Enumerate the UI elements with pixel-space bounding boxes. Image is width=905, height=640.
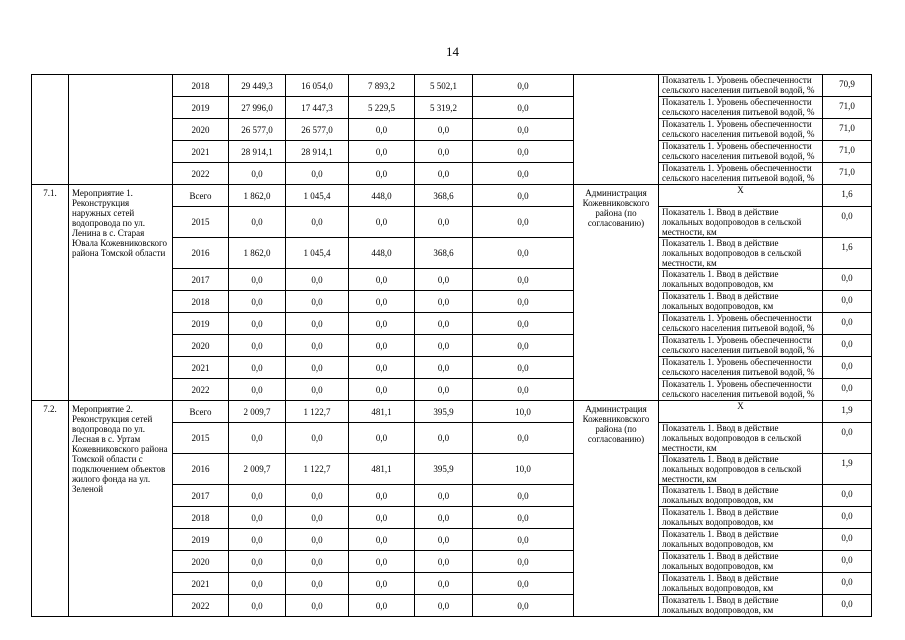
regional-cell: 481,1 (349, 401, 415, 423)
local-cell: 0,0 (415, 485, 473, 507)
total-cell: 2 009,7 (229, 401, 286, 423)
local-cell: 0,0 (415, 119, 473, 141)
year-cell: 2017 (173, 485, 229, 507)
regional-cell: 0,0 (349, 529, 415, 551)
local-cell: 0,0 (415, 269, 473, 291)
year-cell: 2022 (173, 595, 229, 617)
extrabudget-cell: 0,0 (473, 119, 574, 141)
total-cell: 27 996,0 (229, 97, 286, 119)
year-cell: Всего (173, 185, 229, 207)
indicator-cell: X (659, 401, 823, 423)
total-cell: 0,0 (229, 507, 286, 529)
total-cell: 1 862,0 (229, 238, 286, 269)
indicator-cell: Показатель 1. Ввод в действие локальных водопроводов, км (659, 485, 823, 507)
total-cell: 0,0 (229, 207, 286, 238)
regional-cell: 0,0 (349, 291, 415, 313)
local-cell: 0,0 (415, 551, 473, 573)
year-cell: 2018 (173, 291, 229, 313)
extrabudget-cell: 0,0 (473, 185, 574, 207)
indicator-value-cell: 0,0 (823, 573, 872, 595)
indicator-value-cell: 1,6 (823, 238, 872, 269)
regional-cell: 481,1 (349, 454, 415, 485)
indicator-cell: Показатель 1. Ввод в действие локальных водопроводов в сельской местности, км (659, 423, 823, 454)
regional-cell: 0,0 (349, 423, 415, 454)
total-cell: 28 914,1 (229, 141, 286, 163)
indicator-value-cell: 0,0 (823, 423, 872, 454)
indicator-value-cell: 71,0 (823, 141, 872, 163)
page-number: 14 (446, 44, 459, 59)
federal-cell: 0,0 (286, 595, 349, 617)
indicator-cell: Показатель 1. Уровень обеспеченности сельского населения питьевой водой, % (659, 163, 823, 185)
total-cell: 0,0 (229, 485, 286, 507)
federal-cell: 0,0 (286, 269, 349, 291)
item-name-cell: Мероприятие 1. Реконструкция наружных сетей водопровода по ул. Ленина в с. Старая Ювала Кожевниковского района Томской области (69, 185, 173, 401)
executor-cell: Администрация Кожевниковского района (по согласованию) (574, 401, 659, 617)
federal-cell: 0,0 (286, 313, 349, 335)
federal-cell: 0,0 (286, 379, 349, 401)
extrabudget-cell: 0,0 (473, 163, 574, 185)
indicator-cell: X (659, 185, 823, 207)
local-cell: 0,0 (415, 379, 473, 401)
regional-cell: 5 229,5 (349, 97, 415, 119)
total-cell: 0,0 (229, 313, 286, 335)
indicator-value-cell: 71,0 (823, 163, 872, 185)
indicator-value-cell: 1,6 (823, 185, 872, 207)
federal-cell: 0,0 (286, 207, 349, 238)
local-cell: 0,0 (415, 595, 473, 617)
regional-cell: 448,0 (349, 238, 415, 269)
regional-cell: 0,0 (349, 335, 415, 357)
federal-cell: 0,0 (286, 163, 349, 185)
local-cell: 0,0 (415, 163, 473, 185)
local-cell: 0,0 (415, 507, 473, 529)
year-cell: 2015 (173, 207, 229, 238)
extrabudget-cell: 0,0 (473, 269, 574, 291)
indicator-value-cell: 0,0 (823, 313, 872, 335)
federal-cell: 28 914,1 (286, 141, 349, 163)
extrabudget-cell: 0,0 (473, 423, 574, 454)
federal-cell: 1 122,7 (286, 454, 349, 485)
extrabudget-cell: 0,0 (473, 97, 574, 119)
federal-cell: 0,0 (286, 551, 349, 573)
year-cell: 2018 (173, 507, 229, 529)
federal-cell: 0,0 (286, 529, 349, 551)
indicator-cell: Показатель 1. Ввод в действие локальных водопроводов, км (659, 507, 823, 529)
regional-cell: 0,0 (349, 141, 415, 163)
regional-cell: 0,0 (349, 485, 415, 507)
total-cell: 0,0 (229, 573, 286, 595)
regional-cell: 7 893,2 (349, 75, 415, 97)
indicator-value-cell: 71,0 (823, 119, 872, 141)
indicator-cell: Показатель 1. Ввод в действие локальных водопроводов, км (659, 269, 823, 291)
total-cell: 26 577,0 (229, 119, 286, 141)
extrabudget-cell: 0,0 (473, 141, 574, 163)
indicator-value-cell: 0,0 (823, 269, 872, 291)
indicator-cell: Показатель 1. Ввод в действие локальных водопроводов, км (659, 551, 823, 573)
year-cell: 2021 (173, 573, 229, 595)
indicator-cell: Показатель 1. Уровень обеспеченности сельского населения питьевой водой, % (659, 379, 823, 401)
indicator-value-cell: 1,9 (823, 401, 872, 423)
indicator-value-cell: 0,0 (823, 485, 872, 507)
regional-cell: 0,0 (349, 207, 415, 238)
indicator-value-cell: 0,0 (823, 595, 872, 617)
extrabudget-cell: 0,0 (473, 379, 574, 401)
regional-cell: 0,0 (349, 163, 415, 185)
indicator-cell: Показатель 1. Ввод в действие локальных водопроводов в сельской местности, км (659, 454, 823, 485)
regional-cell: 0,0 (349, 119, 415, 141)
total-cell: 0,0 (229, 423, 286, 454)
executor-cell (574, 75, 659, 185)
extrabudget-cell: 0,0 (473, 207, 574, 238)
year-cell: 2022 (173, 379, 229, 401)
local-cell: 0,0 (415, 529, 473, 551)
table-body (32, 75, 872, 617)
total-cell: 0,0 (229, 163, 286, 185)
indicator-cell: Показатель 1. Ввод в действие локальных водопроводов в сельской местности, км (659, 207, 823, 238)
extrabudget-cell: 0,0 (473, 291, 574, 313)
year-cell: 2016 (173, 454, 229, 485)
extrabudget-cell: 0,0 (473, 573, 574, 595)
local-cell: 0,0 (415, 423, 473, 454)
local-cell: 0,0 (415, 573, 473, 595)
federal-cell: 0,0 (286, 291, 349, 313)
extrabudget-cell: 0,0 (473, 507, 574, 529)
program-table (31, 74, 872, 617)
year-cell: 2018 (173, 75, 229, 97)
indicator-value-cell: 0,0 (823, 529, 872, 551)
extrabudget-cell: 0,0 (473, 485, 574, 507)
indicator-value-cell: 0,0 (823, 335, 872, 357)
extrabudget-cell: 0,0 (473, 595, 574, 617)
year-cell: 2021 (173, 357, 229, 379)
indicator-value-cell: 71,0 (823, 97, 872, 119)
table-row (32, 185, 872, 207)
regional-cell: 0,0 (349, 507, 415, 529)
local-cell: 0,0 (415, 141, 473, 163)
total-cell: 0,0 (229, 357, 286, 379)
regional-cell: 0,0 (349, 551, 415, 573)
year-cell: 2020 (173, 335, 229, 357)
extrabudget-cell: 0,0 (473, 335, 574, 357)
local-cell: 0,0 (415, 291, 473, 313)
indicator-value-cell: 0,0 (823, 507, 872, 529)
federal-cell: 16 054,0 (286, 75, 349, 97)
indicator-value-cell: 70,9 (823, 75, 872, 97)
year-cell: 2019 (173, 97, 229, 119)
local-cell: 395,9 (415, 401, 473, 423)
indicator-value-cell: 0,0 (823, 379, 872, 401)
indicator-value-cell: 0,0 (823, 551, 872, 573)
extrabudget-cell: 0,0 (473, 238, 574, 269)
total-cell: 0,0 (229, 379, 286, 401)
federal-cell: 1 045,4 (286, 238, 349, 269)
year-cell: 2022 (173, 163, 229, 185)
item-number-cell (32, 75, 69, 185)
indicator-cell: Показатель 1. Уровень обеспеченности сельского населения питьевой водой, % (659, 335, 823, 357)
indicator-cell: Показатель 1. Уровень обеспеченности сельского населения питьевой водой, % (659, 119, 823, 141)
total-cell: 0,0 (229, 335, 286, 357)
federal-cell: 26 577,0 (286, 119, 349, 141)
federal-cell: 0,0 (286, 357, 349, 379)
extrabudget-cell: 0,0 (473, 313, 574, 335)
total-cell: 0,0 (229, 529, 286, 551)
federal-cell: 1 045,4 (286, 185, 349, 207)
year-cell: 2016 (173, 238, 229, 269)
indicator-cell: Показатель 1. Ввод в действие локальных водопроводов, км (659, 529, 823, 551)
extrabudget-cell: 0,0 (473, 551, 574, 573)
item-number-cell: 7.1. (32, 185, 69, 401)
year-cell: 2017 (173, 269, 229, 291)
local-cell: 0,0 (415, 207, 473, 238)
local-cell: 368,6 (415, 238, 473, 269)
federal-cell: 17 447,3 (286, 97, 349, 119)
indicator-cell: Показатель 1. Уровень обеспеченности сельского населения питьевой водой, % (659, 357, 823, 379)
regional-cell: 0,0 (349, 595, 415, 617)
extrabudget-cell: 0,0 (473, 357, 574, 379)
local-cell: 5 319,2 (415, 97, 473, 119)
local-cell: 5 502,1 (415, 75, 473, 97)
regional-cell: 0,0 (349, 269, 415, 291)
year-cell: 2019 (173, 313, 229, 335)
total-cell: 0,0 (229, 291, 286, 313)
executor-cell: Администрация Кожевниковского района (по согласованию) (574, 185, 659, 401)
indicator-cell: Показатель 1. Ввод в действие локальных водопроводов, км (659, 595, 823, 617)
federal-cell: 0,0 (286, 335, 349, 357)
local-cell: 0,0 (415, 357, 473, 379)
year-cell: Всего (173, 401, 229, 423)
local-cell: 395,9 (415, 454, 473, 485)
local-cell: 0,0 (415, 313, 473, 335)
indicator-value-cell: 0,0 (823, 207, 872, 238)
extrabudget-cell: 10,0 (473, 454, 574, 485)
regional-cell: 448,0 (349, 185, 415, 207)
table-row (32, 75, 872, 97)
total-cell: 2 009,7 (229, 454, 286, 485)
year-cell: 2021 (173, 141, 229, 163)
regional-cell: 0,0 (349, 379, 415, 401)
regional-cell: 0,0 (349, 313, 415, 335)
indicator-value-cell: 0,0 (823, 291, 872, 313)
indicator-cell: Показатель 1. Ввод в действие локальных водопроводов, км (659, 291, 823, 313)
table-row (32, 401, 872, 423)
item-name-cell: Мероприятие 2. Реконструкция сетей водопровода по ул. Лесная в с. Уртам Кожевниковского района Томской области с подключением объектов жилого фонда на ул. Зеленой (69, 401, 173, 617)
total-cell: 1 862,0 (229, 185, 286, 207)
total-cell: 0,0 (229, 551, 286, 573)
item-number-cell: 7.2. (32, 401, 69, 617)
regional-cell: 0,0 (349, 357, 415, 379)
regional-cell: 0,0 (349, 573, 415, 595)
year-cell: 2015 (173, 423, 229, 454)
indicator-cell: Показатель 1. Уровень обеспеченности сельского населения питьевой водой, % (659, 97, 823, 119)
indicator-value-cell: 0,0 (823, 357, 872, 379)
indicator-cell: Показатель 1. Ввод в действие локальных водопроводов в сельской местности, км (659, 238, 823, 269)
indicator-value-cell: 1,9 (823, 454, 872, 485)
indicator-cell: Показатель 1. Уровень обеспеченности сельского населения питьевой водой, % (659, 141, 823, 163)
federal-cell: 0,0 (286, 485, 349, 507)
extrabudget-cell: 10,0 (473, 401, 574, 423)
year-cell: 2020 (173, 119, 229, 141)
federal-cell: 0,0 (286, 507, 349, 529)
indicator-cell: Показатель 1. Уровень обеспеченности сельского населения питьевой водой, % (659, 75, 823, 97)
total-cell: 0,0 (229, 595, 286, 617)
total-cell: 29 449,3 (229, 75, 286, 97)
item-name-cell (69, 75, 173, 185)
year-cell: 2020 (173, 551, 229, 573)
indicator-cell: Показатель 1. Уровень обеспеченности сельского населения питьевой водой, % (659, 313, 823, 335)
total-cell: 0,0 (229, 269, 286, 291)
extrabudget-cell: 0,0 (473, 75, 574, 97)
federal-cell: 0,0 (286, 423, 349, 454)
local-cell: 368,6 (415, 185, 473, 207)
local-cell: 0,0 (415, 335, 473, 357)
extrabudget-cell: 0,0 (473, 529, 574, 551)
indicator-cell: Показатель 1. Ввод в действие локальных водопроводов, км (659, 573, 823, 595)
year-cell: 2019 (173, 529, 229, 551)
federal-cell: 1 122,7 (286, 401, 349, 423)
federal-cell: 0,0 (286, 573, 349, 595)
